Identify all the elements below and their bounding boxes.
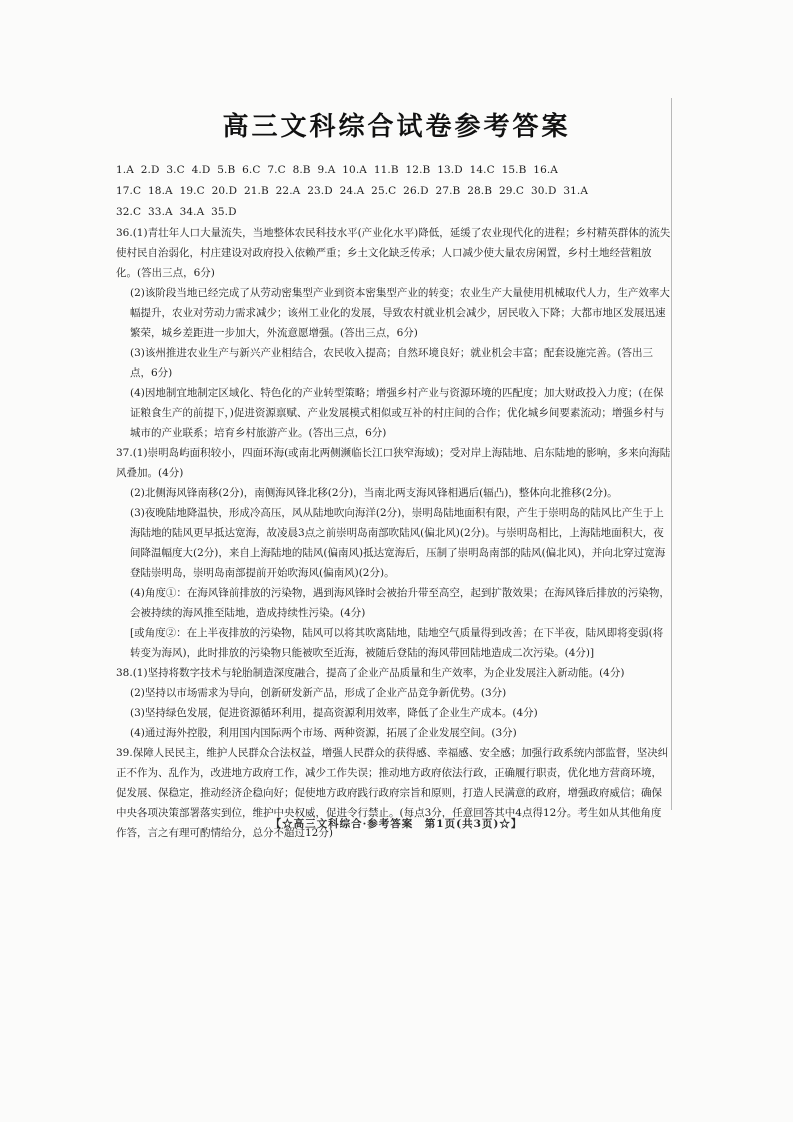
q38-part-2: (2)坚持以市场需求为导向，创新研发新产品，形成了企业产品竞争新优势。(3分): [130, 687, 507, 699]
margin-rule: [671, 98, 672, 810]
q37-part-3: (3)夜晚陆地降温快，形成冷高压，风从陆地吹向海洋(2分)，崇明岛陆地面积有限，产生于崇明岛的陆风比产生于上海陆地的陆风更早抵达宽海，故凌晨3点之前崇明岛南部吹陆风(偏北风)(2分)。与崇明岛相比，上海陆地面积大，夜间降温幅度大(2分)，来自上海陆地的陆风(偏南风)抵达宽海后，压制了崇明岛南部的陆风(偏北风)，并向北穿过宽海登陆崇明岛，崇明岛南部提前开始吹海风(偏南风)(2分)。: [130, 507, 666, 579]
multiple-choice-answers: [116, 160, 671, 223]
q36-part-3: (3)该州推进农业生产与新兴产业相结合，农民收入提高；自然环境良好；就业机会丰富；配套设施完善。(答出三点，6分): [130, 347, 653, 379]
mc-row-2: 17.C 18.A 19.C 20.D 21.B 22.A 23.D 24.A 25.C 26.D 27.B 28.B 29.C 30.D 31.A: [116, 185, 589, 197]
question-38: [116, 663, 671, 743]
q39-answer: 39.保障人民民主，维护人民群众合法权益，增强人民群众的获得感、幸福感、安全感；加强行政系统内部监督，坚决纠正不作为、乱作为，改进地方政府工作，减少工作失误；推动地方政府依法行政，正确履行职责，优化地方营商环境，促发展、保稳定，推动经济企稳向好；促使地方政府践行政府宗旨和原则，打造人民满意的政府，增强政府威信；确保中央各项决策部署落实到位，维护中央权威，促进令行禁止。(每点3分，任意回答其中4点得12分。考生如从其他角度作答，言之有理可酌情给分，总分不超过12分): [116, 747, 669, 839]
q37-part-4-alt: [或角度②：在上半夜排放的污染物，陆风可以将其吹离陆地，陆地空气质量得到改善；在下半夜，陆风即将变弱(将转变为海风)，此时排放的污染物只能被吹至近海，被随后登陆的海风带回陆地造成二次污染。(4分)]: [130, 627, 664, 659]
mc-row-3: 32.C 33.A 34.A 35.D: [116, 206, 237, 218]
q38-part-3: (3)坚持绿色发展，促进资源循环利用，提高资源利用效率，降低了企业生产成本。(4分): [130, 707, 538, 719]
question-37: [116, 443, 671, 663]
question-36: [116, 223, 671, 443]
mc-row-1: 1.A 2.D 3.C 4.D 5.B 6.C 7.C 8.B 9.A 10.A 11.B 12.B 13.D 14.C 15.B 16.A: [116, 164, 558, 176]
q36-part-1: 36.(1)青壮年人口大量流失，当地整体农民科技水平(产业化水平)降低，延缓了农业现代化的进程；乡村精英群体的流失使村民自治弱化，村庄建设对政府投入依赖严重；乡土文化缺乏传承；人口减少使大量农房闲置，乡村土地经营粗放化。(答出三点，6分): [116, 227, 671, 279]
q37-part-2: (2)北侧海风锋南移(2分)，南侧海风锋北移(2分)，当南北两支海风锋相遇后(辐凸)，整体向北推移(2分)。: [130, 487, 618, 499]
q36-part-2: (2)该阶段当地已经完成了从劳动密集型产业到资本密集型产业的转变；农业生产大量使用机械取代人力，生产效率大幅提升，农业对劳动力需求减少；该州工业化的发展，导致农村就业机会减少，居民收入下降；大都市地区发展迅速繁荣，城乡差距进一步加大，外流意愿增强。(答出三点，6分): [130, 287, 670, 339]
q38-part-4: (4)通过海外控股，利用国内国际两个市场、两种资源，拓展了企业发展空间。(3分): [130, 727, 517, 739]
q37-part-1: 37.(1)崇明岛屿面积较小，四面环海(或南北两侧濒临长江口狭窄海域)；受对岸上海陆地、启东陆地的影响，多来向海陆风叠加。(4分): [116, 447, 671, 479]
page-title: 高三文科综合试卷参考答案: [222, 112, 571, 142]
q37-part-4: (4)角度①：在海风锋前排放的污染物，遇到海风锋时会被抬升带至高空，起到扩散效果；在海风锋后排放的污染物，会被持续的海风推至陆地，造成持续性污染。(4分): [130, 587, 670, 619]
q36-part-4: (4)因地制宜地制定区域化、特色化的产业转型策略；增强乡村产业与资源环境的匹配度；加大财政投入力度；(在保证粮食生产的前提下，)促进资源禀赋、产业发展模式相似或互补的村庄间的合作；优化城乡间要素流动；增强乡村与城市的产业联系；培育乡村旅游产业。(答出三点，6分): [130, 387, 665, 439]
page-footer: 【☆高三文科综合·参考答案 第1页(共3页)☆】: [270, 818, 523, 830]
answer-content: [116, 160, 671, 843]
q38-part-1: 38.(1)坚持将数字技术与轮胎制造深度融合，提高了企业产品质量和生产效率，为企业发展注入新动能。(4分): [116, 667, 625, 679]
